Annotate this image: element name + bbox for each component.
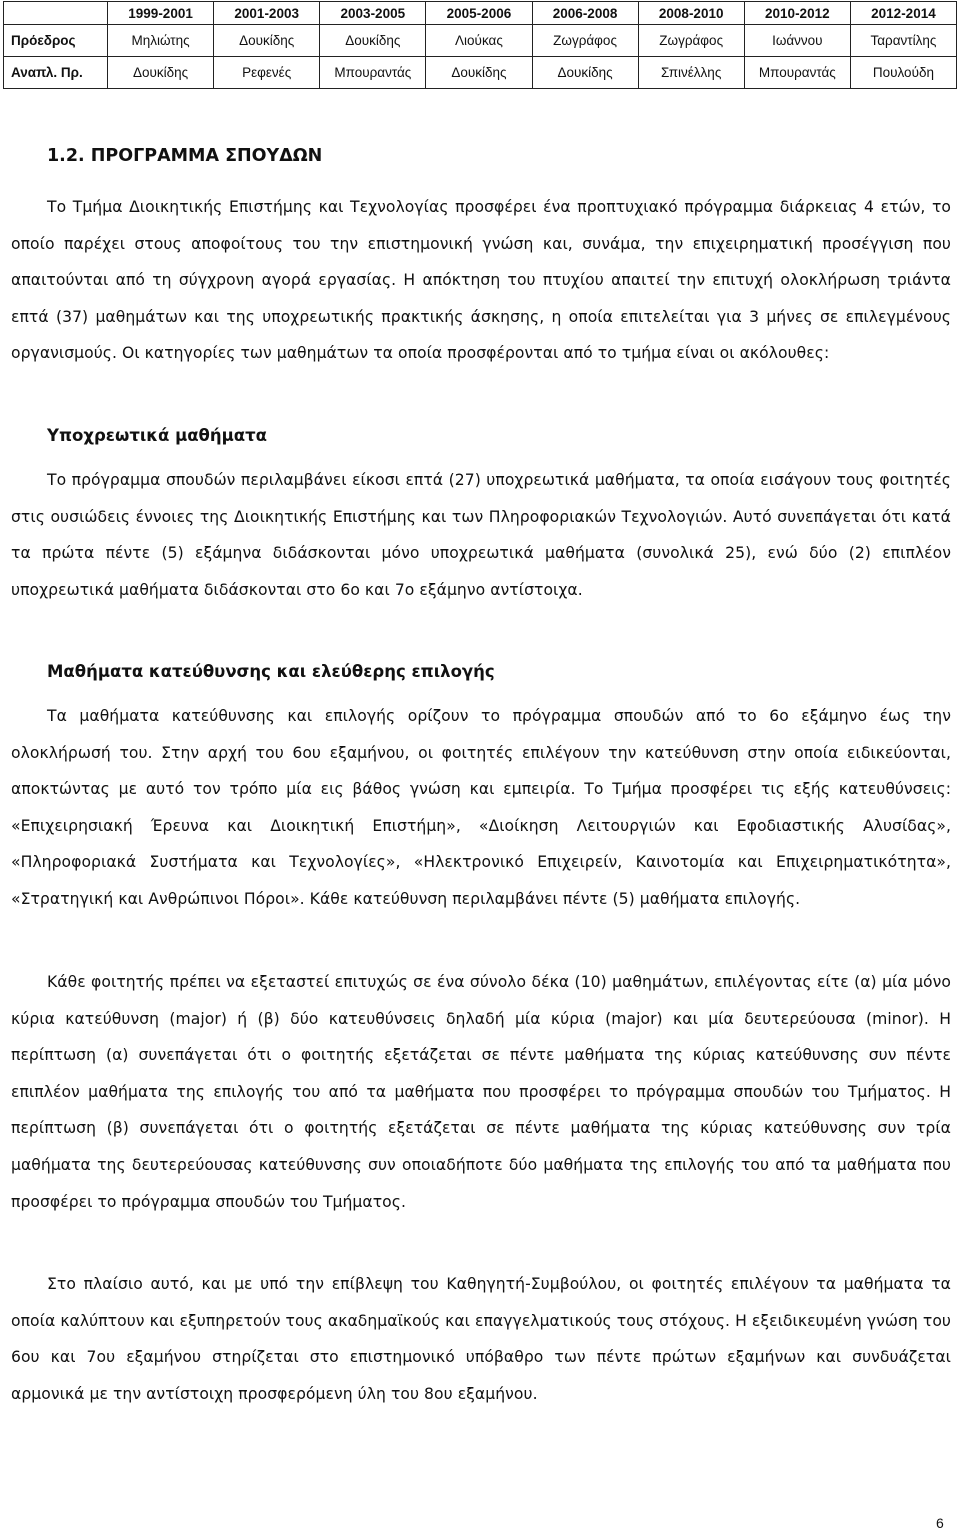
section-title: 1.2. ΠΡΟΓΡΑΜΜΑ ΣΠΟΥΔΩΝ <box>47 146 323 166</box>
table-header-cell: 2005-2006 <box>426 2 532 25</box>
table-row <box>4 25 957 57</box>
table-header-cell: 2012-2014 <box>850 2 956 25</box>
table-header-cell <box>4 2 108 25</box>
table-header-cell: 2006-2008 <box>532 2 638 25</box>
table-cell: Πουλούδη <box>850 57 956 89</box>
table-header-row <box>4 2 957 25</box>
row-label: Πρόεδρος <box>4 25 108 57</box>
table-header-cell: 2001-2003 <box>214 2 320 25</box>
mandatory-courses-heading: Υποχρεωτικά μαθήματα <box>47 426 267 445</box>
table-cell: Ιωάννου <box>744 25 850 57</box>
page-number: 6 <box>936 1515 944 1531</box>
table-cell: Δουκίδης <box>532 57 638 89</box>
table-header-cell: 2010-2012 <box>744 2 850 25</box>
table-cell: Ρεφενές <box>214 57 320 89</box>
mandatory-courses-paragraph: Το πρόγραμμα σπουδών περιλαμβάνει είκοσι επτά (27) υποχρεωτικά μαθήματα, τα οποία εισάγουν τους φοιτητές στις ουσιώδεις έννοιες της Διοικητικής Επιστήμης και των Πληροφοριακών Τεχνολογιών. Αυτό συνεπάγεται ότι κατά τα πρώτα πέντε (5) εξάμηνα διδάσκονται μόνο υποχρεωτικά μαθήματα (συνολικά 25), ενώ δύο (2) επιπλέον υποχρεωτικά μαθήματα διδάσκονται στο 6ο και 7ο εξάμηνο αντίστοιχα. <box>11 471 951 599</box>
table-header-cell: 2008-2010 <box>638 2 744 25</box>
table-cell: Μπουραντάς <box>320 57 426 89</box>
table-cell: Ζωγράφος <box>638 25 744 57</box>
table-row <box>4 57 957 89</box>
chairs-table <box>3 1 957 89</box>
elective-courses-paragraph: Τα μαθήματα κατεύθυνσης και επιλογής ορίζουν το πρόγραμμα σπουδών από το 6ο εξάμηνο έως την ολοκλήρωσή του. Στην αρχή του 6ου εξαμήνου, οι φοιτητές επιλέγουν την κατεύθυνση στην οποία ειδικεύονται, αποκτώντας με αυτό τον τρόπο μία εις βάθος γνώση και εμπειρία. Το Τμήμα προσφέρει τις εξής κατευθύνσεις: «Επιχειρησιακή Έρευνα και Διοικητική Επιστήμη», «Διοίκηση Λειτουργιών και Εφοδιαστικής Αλυσίδας», «Πληροφοριακά Συστήματα και Τεχνολογίες», «Ηλεκτρονικό Επιχειρείν, Καινοτομία και Επιχειρηματικότητα», «Στρατηγική και Ανθρώπινοι Πόροι». Κάθε κατεύθυνση περιλαμβάνει πέντε (5) μαθήματα επιλογής. <box>11 707 951 908</box>
table-cell: Μηλιώτης <box>108 25 214 57</box>
table-cell: Δουκίδης <box>320 25 426 57</box>
table-header-cell: 1999-2001 <box>108 2 214 25</box>
table-cell: Λιούκας <box>426 25 532 57</box>
elective-courses-heading: Μαθήματα κατεύθυνσης και ελεύθερης επιλογής <box>47 662 495 681</box>
row-label: Αναπλ. Πρ. <box>4 57 108 89</box>
advisor-paragraph: Στο πλαίσιο αυτό, και με υπό την επίβλεψη του Καθηγητή-Συμβούλου, οι φοιτητές επιλέγουν τα μαθήματα τα οποία καλύπτουν και εξυπηρετούν τους ακαδημαϊκούς και επαγγελματικούς τους στόχους. Η εξειδικευμένη γνώση του 6ου και 7ου εξαμήνου στηρίζεται στο επιστημονικό υπόβαθρο των πέντε πρώτων εξαμήνων και συνδυάζεται αρμονικά με την αντίστοιχη προσφερόμενη ύλη του 8ου εξαμήνου. <box>11 1275 951 1403</box>
table-cell: Σπινέλλης <box>638 57 744 89</box>
elective-rules-paragraph: Κάθε φοιτητής πρέπει να εξεταστεί επιτυχώς σε ένα σύνολο δέκα (10) μαθημάτων, επιλέγοντας είτε (α) μία μόνο κύρια κατεύθυνση (major) ή (β) δύο κατευθύνσεις δηλαδή μία κύρια (major) και μία δευτερεύουσα (minor). Η περίπτωση (α) συνεπάγεται ότι ο φοιτητής εξετάζεται σε πέντε μαθήματα της κύριας κατεύθυνσης συν πέντε επιπλέον μαθήματα της επιλογής του από τα μαθήματα που προσφέρει το πρόγραμμα σπουδών του Τμήματος. Η περίπτωση (β) συνεπάγεται ότι ο φοιτητής εξετάζεται σε πέντε μαθήματα της κύριας κατεύθυνσης συν τρία μαθήματα της δευτερεύουσας κατεύθυνσης συν οποιαδήποτε δύο μαθήματα της επιλογής του από τα μαθήματα που προσφέρει το πρόγραμμα σπουδών του Τμήματος. <box>11 973 951 1211</box>
table-cell: Δουκίδης <box>108 57 214 89</box>
table-cell: Δουκίδης <box>214 25 320 57</box>
table-cell: Ταραντίλης <box>850 25 956 57</box>
table-cell: Ζωγράφος <box>532 25 638 57</box>
table-cell: Δουκίδης <box>426 57 532 89</box>
table-cell: Μπουραντάς <box>744 57 850 89</box>
table-header-cell: 2003-2005 <box>320 2 426 25</box>
intro-paragraph: Το Τμήμα Διοικητικής Επιστήμης και Τεχνολογίας προσφέρει ένα προπτυχιακό πρόγραμμα διάρκειας 4 ετών, το οποίο παρέχει στους αποφοίτους του την επιστημονική γνώση και, συνάμα, την επιχειρηματική προσέγγιση που απαιτούνται από τη σύγχρονη αγορά εργασίας. Η απόκτηση του πτυχίου απαιτεί την επιτυχή ολοκλήρωση τριάντα επτά (37) μαθημάτων και της υποχρεωτικής πρακτικής άσκησης, η οποία επιτελείται για 3 μήνες σε επιλεγμένους οργανισμούς. Οι κατηγορίες των μαθημάτων τα οποία προσφέρονται από το τμήμα είναι οι ακόλουθες: <box>11 198 951 363</box>
